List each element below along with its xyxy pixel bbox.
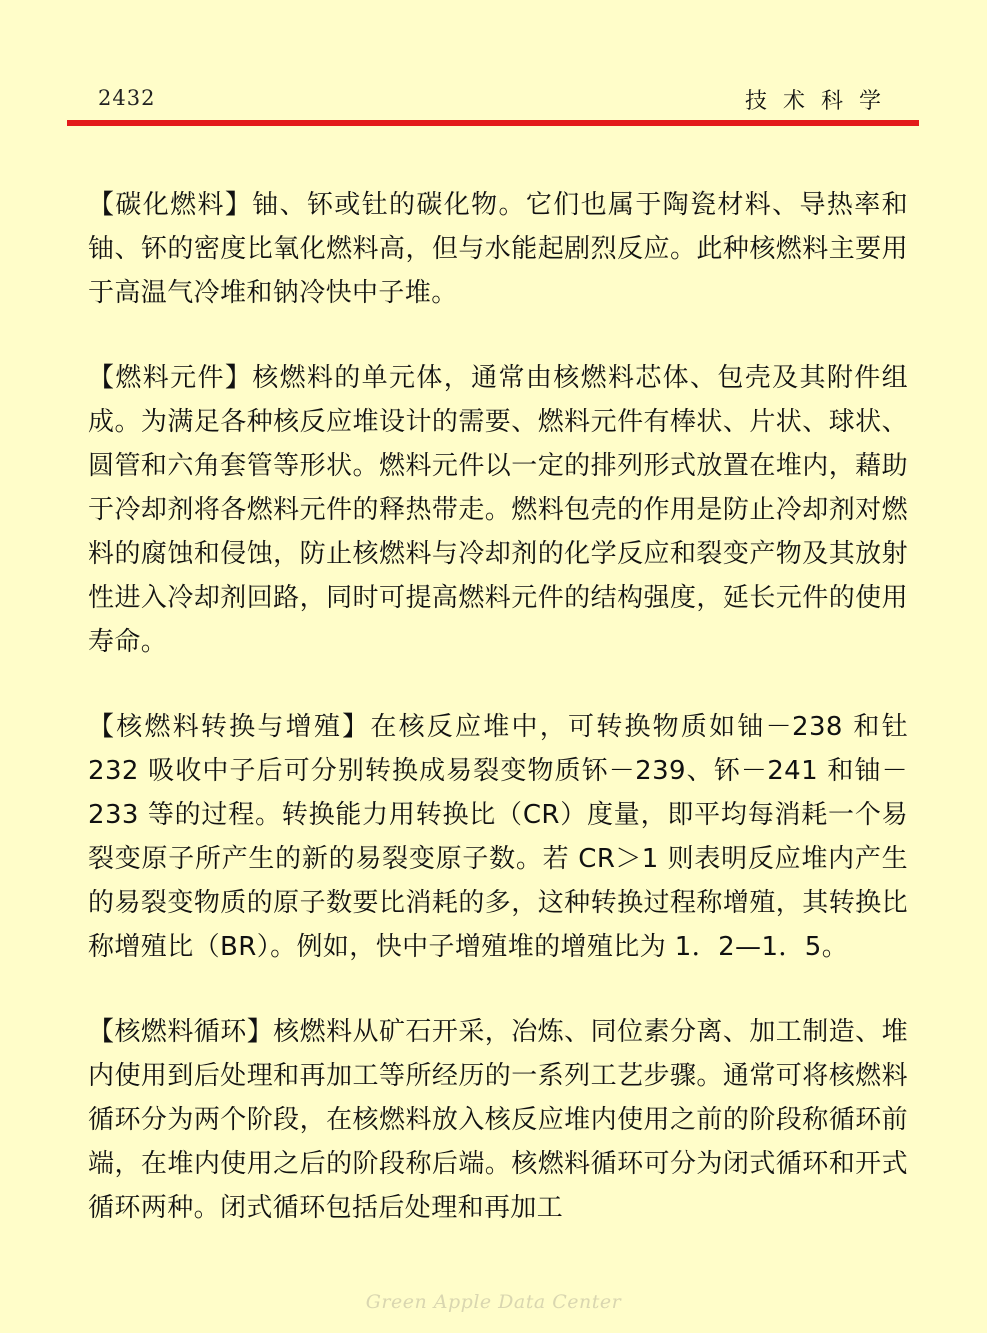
entry-fuel-cycle — [88, 1010, 908, 1230]
entry-text: 核燃料从矿石开采，冶炼、同位素分离、加工制造、堆内使用到后处理和再加工等所经历的一系列工艺步骤。通常可将核燃料循环分为两个阶段，在核燃料放入核反应堆内使用之前的阶段称循环前端，在堆内使用之后的阶段称后端。核燃料循环可分为闭式循环和开式循环两种。闭式循环包括后处理和再加工 — [88, 1017, 908, 1223]
header-rule — [67, 120, 919, 126]
watermark: Green Apple Data Center — [365, 1291, 622, 1313]
entry-text: 铀、钚或钍的碳化物。它们也属于陶瓷材料、导热率和铀、钚的密度比氧化燃料高，但与水能起剧烈反应。此种核燃料主要用于高温气冷堆和钠冷快中子堆。 — [88, 190, 908, 308]
journal-title: 技术科学 — [744, 89, 897, 114]
page-number: 2432 — [98, 86, 156, 110]
entry-term: 【核燃料转换与增殖】 — [88, 712, 371, 742]
entry-term: 【燃料元件】 — [88, 363, 253, 393]
entry-text: 核燃料的单元体，通常由核燃料芯体、包壳及其附件组成。为满足各种核反应堆设计的需要、燃料元件有棒状、片状、球状、圆管和六角套管等形状。燃料元件以一定的排列形式放置在堆内，藉助于冷却剂将各燃料元件的释热带走。燃料包壳的作用是防止冷却剂对燃料的腐蚀和侵蚀，防止核燃料与冷却剂的化学反应和裂变产物及其放射性进入冷却剂回路，同时可提高燃料元件的结构强度，延长元件的使用寿命。 — [88, 363, 908, 657]
entry-fuel-element — [88, 356, 908, 664]
entry-term: 【碳化燃料】 — [88, 190, 253, 220]
entry-text: 在核反应堆中，可转换物质如铀－238 和钍 232 吸收中子后可分别转换成易裂变物质钚－239、钚－241 和铀－233 等的过程。转换能力用转换比（CR）度量，即平均每消耗一个易裂变原子所产生的新的易裂变原子数。若 CR＞1 则表明反应堆内产生的易裂变物质的原子数要比消耗的多，这种转换过程称增殖，其转换比称增殖比（BR）。例如，快中子增殖堆的增殖比为 1．2—1．5。 — [88, 712, 908, 962]
article-body — [88, 183, 908, 1271]
entry-conversion-breeding — [88, 705, 908, 969]
entry-term: 【核燃料循环】 — [88, 1017, 274, 1047]
page-header — [0, 0, 987, 130]
entry-carbide-fuel — [88, 183, 908, 315]
